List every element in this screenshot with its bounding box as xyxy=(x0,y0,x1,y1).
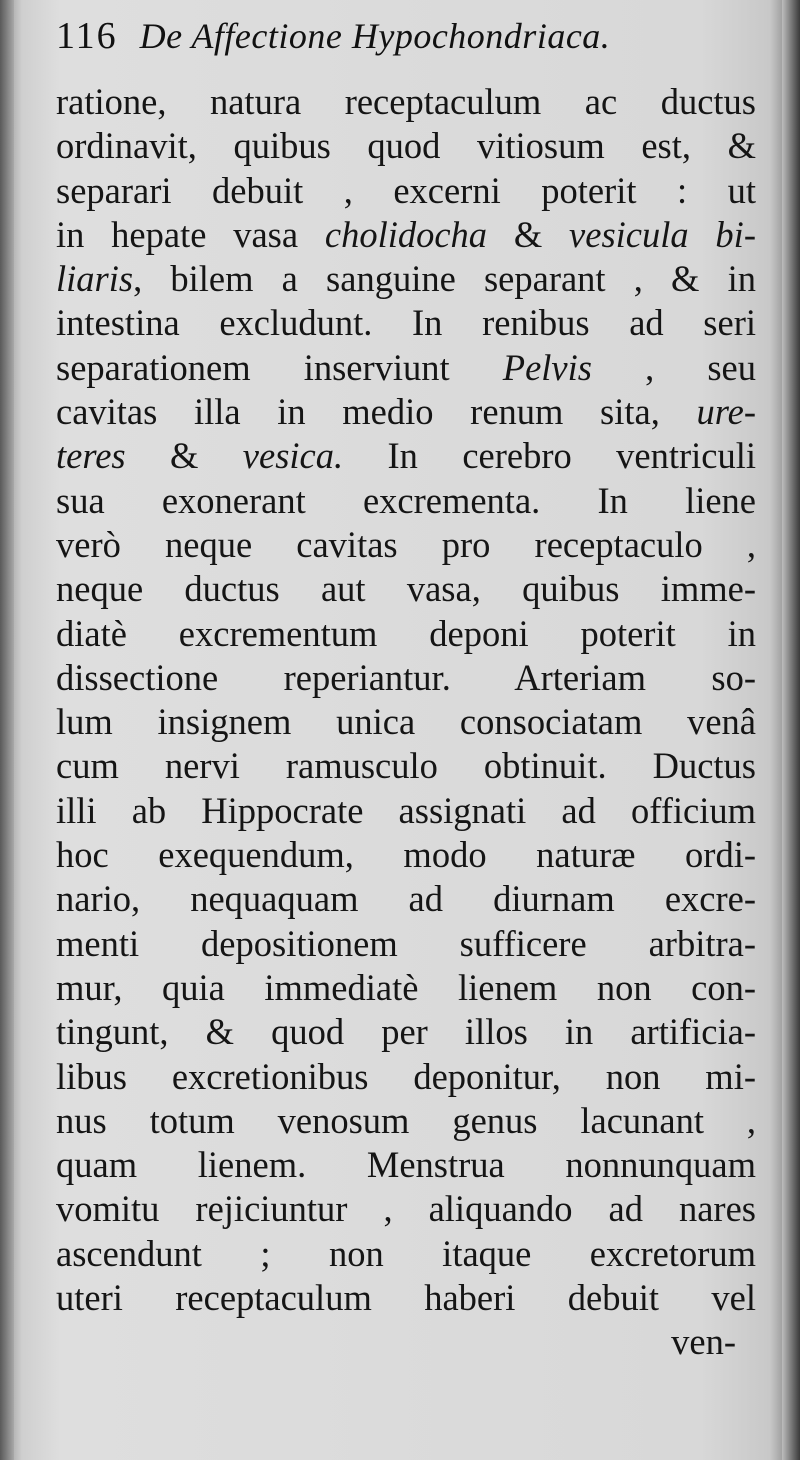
text-line: illi ab Hippocrate assignati ad officium xyxy=(56,789,756,831)
text-line: ratione, natura receptaculum ac ductus xyxy=(56,81,756,122)
italic-term: liaris xyxy=(56,258,134,300)
italic-term: cholidocha xyxy=(324,213,488,255)
text-line: intestina excludunt. In renibus ad seri xyxy=(56,302,756,344)
text-segment: & xyxy=(487,213,570,255)
scan-shadow-left xyxy=(0,0,14,1460)
text-line: hoc exequendum, modo naturæ ordi- xyxy=(56,834,756,876)
text-line: tingunt, & quod per illos in artificia- xyxy=(56,1011,756,1053)
text-segment: , seu xyxy=(591,346,756,388)
text-line: sua exonerant excrementa. In liene xyxy=(56,479,756,521)
text-line: libus excretionibus deponitur, non mi- xyxy=(56,1055,756,1097)
text-line: menti depositionem sufficere arbitra- xyxy=(56,922,756,964)
text-line: ascendunt ; non itaque excretorum xyxy=(56,1232,756,1274)
text-line: separari debuit , excerni poterit : ut xyxy=(56,169,756,211)
italic-term: ure- xyxy=(696,391,756,433)
italic-term: Pelvis xyxy=(502,346,592,388)
page-header xyxy=(56,14,756,74)
text-line: ordinavit, quibus quod vitiosum est, & xyxy=(56,125,756,167)
text-line: vomitu rejiciuntur , aliquando ad nares xyxy=(56,1188,756,1230)
text-segment: in hepate vasa xyxy=(56,213,325,255)
scan-shadow-right xyxy=(782,0,800,1460)
catchword: ven- xyxy=(671,1321,736,1363)
text-line: diatè excrementum deponi poterit in xyxy=(56,612,756,654)
text-line xyxy=(56,346,756,390)
text-line: nario, nequaquam ad diurnam excre- xyxy=(56,878,756,920)
body-text xyxy=(56,80,756,1365)
text-line xyxy=(56,257,756,301)
text-segment: In cerebro ventriculi xyxy=(343,435,756,477)
text-segment: separationem inserviunt xyxy=(56,346,503,388)
text-line: uteri receptaculum haberi debuit vel xyxy=(56,1277,756,1319)
italic-term: vesica. xyxy=(242,435,344,477)
running-title: De Affectione Hypochondriaca. xyxy=(139,16,611,56)
text-segment: & xyxy=(125,435,243,477)
text-line xyxy=(56,390,756,434)
page-number: 116 xyxy=(56,15,118,57)
text-line: dissectione reperiantur. Arteriam so- xyxy=(56,656,756,698)
italic-term: vesicula bi- xyxy=(569,213,756,255)
text-line xyxy=(56,213,756,257)
italic-term: teres xyxy=(56,435,126,477)
text-line: neque ductus aut vasa, quibus imme- xyxy=(56,568,756,610)
text-segment: cavitas illa in medio renum sita, xyxy=(56,391,697,433)
text-line: mur, quia immediatè lienem non con- xyxy=(56,966,756,1008)
text-line xyxy=(56,434,756,478)
text-line: lum insignem unica consociatam venâ xyxy=(56,701,756,743)
text-line: verò neque cavitas pro receptaculo , xyxy=(56,523,756,565)
text-line: cum nervi ramusculo obtinuit. Ductus xyxy=(56,745,756,787)
text-line: nus totum venosum genus lacunant , xyxy=(56,1099,756,1141)
text-line: quam lienem. Menstrua nonnunquam xyxy=(56,1144,756,1186)
text-segment: , bilem a sanguine separant , & in xyxy=(133,258,756,300)
